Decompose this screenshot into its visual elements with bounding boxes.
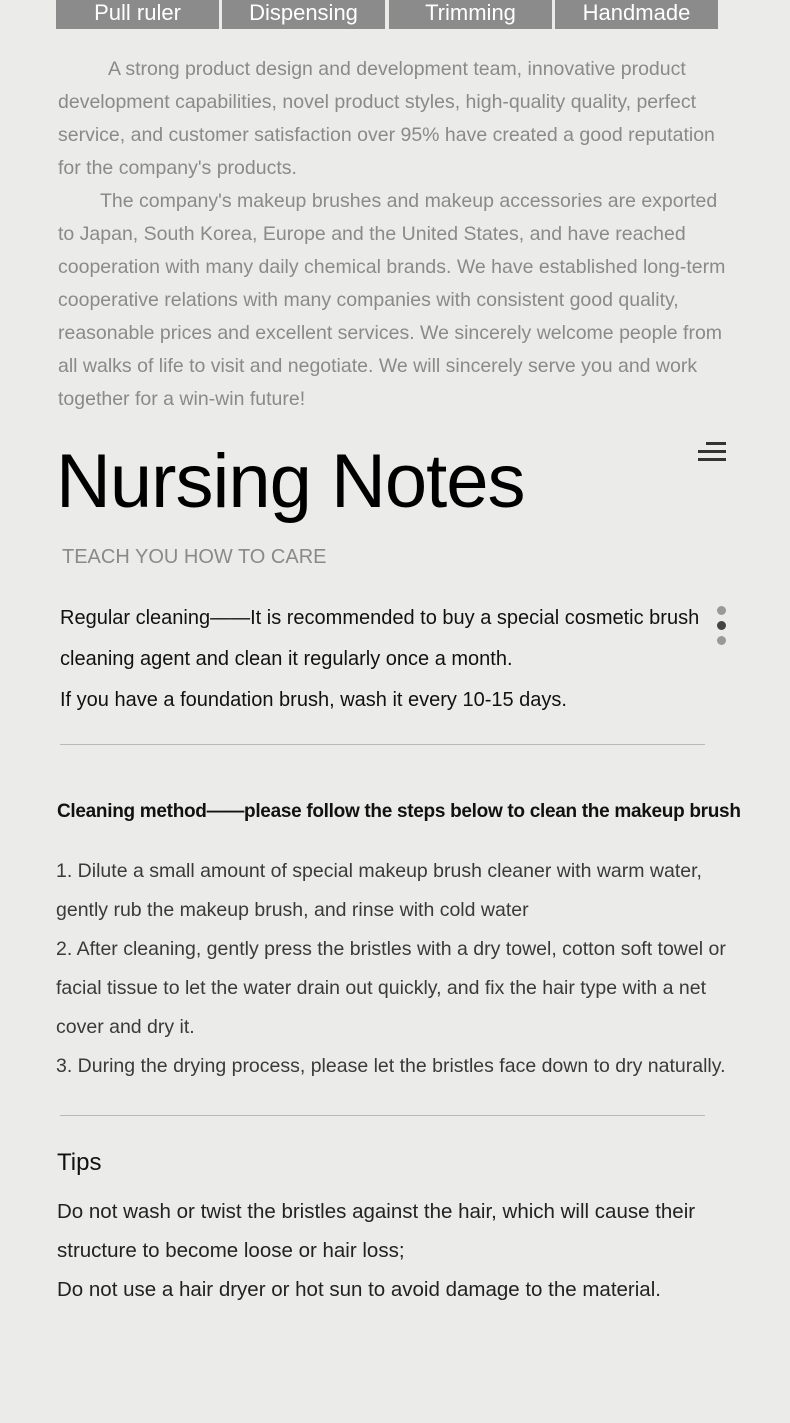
- section-title: Nursing Notes: [56, 439, 525, 524]
- step-item: 3. During the drying process, please let the bristles face down to dry naturally.: [56, 1055, 726, 1077]
- company-intro: [58, 53, 738, 416]
- foundation-brush-text: If you have a foundation brush, wash it every 10-15 days.: [60, 689, 567, 711]
- cleaning-steps: [56, 852, 756, 1086]
- tip-item: Do not wash or twist the bristles against the hair, which will cause their structure to become loose or hair loss;: [57, 1200, 696, 1262]
- pager-dot-active: [717, 621, 726, 630]
- tips-heading: Tips: [57, 1149, 102, 1176]
- pager-dots-icon: [717, 606, 726, 651]
- pager-dot: [717, 606, 726, 615]
- tab-trimming[interactable]: Trimming: [389, 0, 552, 29]
- regular-cleaning-text: Regular cleaning——It is recommended to buy a special cosmetic brush cleaning agent and clean it regularly once a month.: [60, 607, 700, 670]
- intro-paragraph-1: A strong product design and development team, innovative product development capabilities, novel product styles, high-quality quality, perfect service, and customer satisfaction over 95% have created a good reputation for the company's products.: [58, 58, 715, 179]
- regular-cleaning-note: [60, 598, 700, 721]
- divider: [60, 1115, 705, 1116]
- tip-item: Do not use a hair dryer or hot sun to avoid damage to the material.: [57, 1278, 661, 1301]
- tips-list: [57, 1192, 747, 1309]
- divider: [60, 744, 705, 745]
- tab-dispensing[interactable]: Dispensing: [222, 0, 385, 29]
- step-item: 2. After cleaning, gently press the bristles with a dry towel, cotton soft towel or facial tissue to let the water drain out quickly, and fix the hair type with a net cover and dry it.: [56, 938, 726, 1038]
- step-item: 1. Dilute a small amount of special makeup brush cleaner with warm water, gently rub the makeup brush, and rinse with cold water: [56, 860, 702, 921]
- menu-lines-icon: [698, 442, 726, 462]
- tab-pull-ruler[interactable]: Pull ruler: [56, 0, 219, 29]
- pager-dot: [717, 636, 726, 645]
- cleaning-method-heading: Cleaning method——please follow the steps below to clean the makeup brush: [57, 801, 741, 822]
- tab-handmade[interactable]: Handmade: [555, 0, 718, 29]
- intro-paragraph-2: The company's makeup brushes and makeup accessories are exported to Japan, South Korea, Europe and the United States, and have reached cooperation with many daily chemical brands. We have established long-term cooperative relations with many companies with consistent good quality, reasonable prices and excellent services. We sincerely welcome people from all walks of life to visit and negotiate. We will sincerely serve you and work together for a win-win future!: [58, 190, 726, 410]
- section-subtitle: TEACH YOU HOW TO CARE: [62, 546, 327, 568]
